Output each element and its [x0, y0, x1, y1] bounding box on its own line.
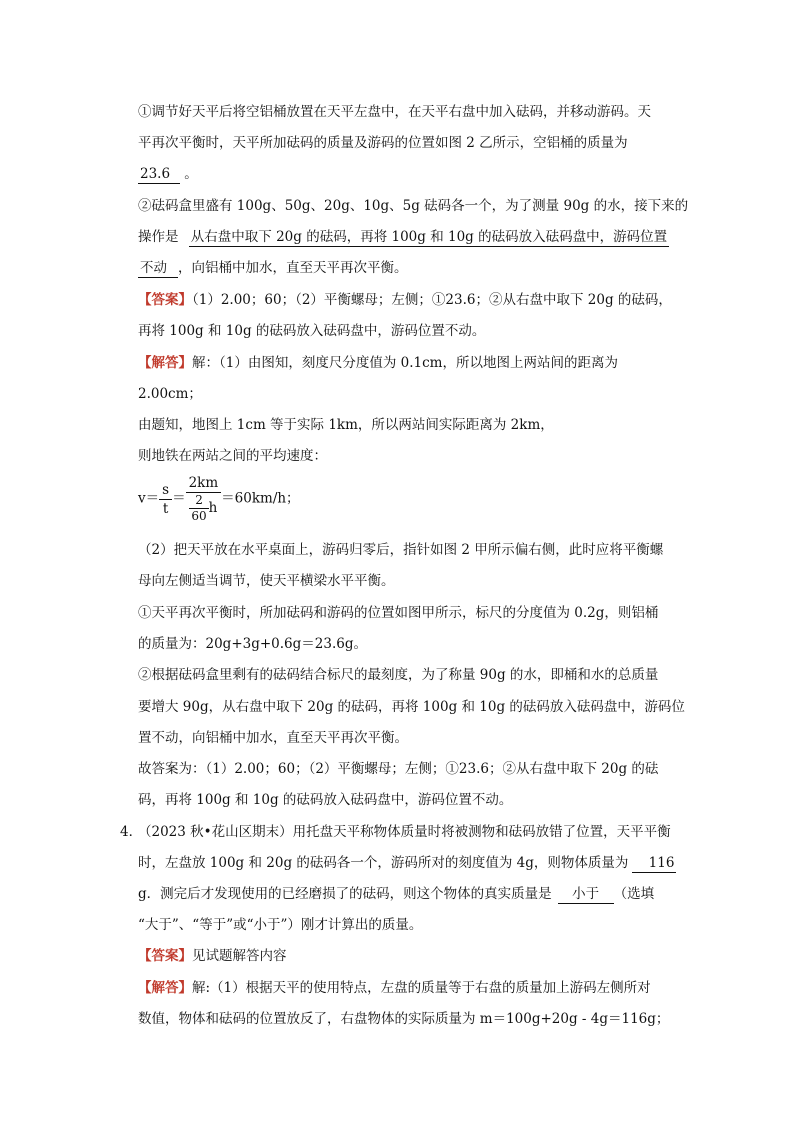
- solution-line4: 则地铁在两站之间的平均速度：: [138, 448, 327, 464]
- formula-time-fraction: [189, 493, 208, 524]
- answer-tag: 【答案】: [138, 292, 192, 308]
- solution-line10: 要增大 90g，从右盘中取下 20g 的砝码，再将 100g 和 10g 的砝码放入砝码盘中，游码位: [138, 699, 685, 715]
- answer-line2: 再将 100g 和 10g 的砝码放入砝码盘中，游码位置不动。: [138, 323, 486, 339]
- step1-line3-end: 。: [184, 166, 198, 182]
- step2-line2: [138, 227, 669, 247]
- formula-s-over-t: [159, 481, 172, 518]
- answer-block-4: [138, 946, 287, 966]
- question4-line2: [138, 853, 676, 873]
- step1-line3: [138, 164, 198, 184]
- answer-blank-mass: 23.6: [138, 165, 180, 184]
- solution4-tag: 【解答】: [138, 980, 192, 996]
- question4-line2-pre: 时，左盘放 100g 和 20g 的砝码各一个，游码所对的刻度值为 4g，则物体质量为: [138, 855, 629, 871]
- question-number: 4．: [120, 824, 143, 840]
- solution-block-4: [138, 978, 651, 998]
- step2-line3: [138, 258, 408, 278]
- question4-line3-post: （选填: [613, 886, 655, 902]
- answer-blank-mass-116: 116: [632, 854, 676, 873]
- solution-line8: 的质量为：20g+3g+0.6g＝23.6g。: [138, 636, 367, 652]
- solution-tag: 【解答】: [138, 355, 192, 371]
- step2-prefix: 操作是: [138, 229, 179, 245]
- question4-line3: [138, 884, 654, 904]
- answer-blank-compare: 小于: [558, 885, 614, 904]
- question4-line3-pre: g．测完后才发现使用的已经磨损了的砝码，则这个物体的真实质量是: [138, 886, 552, 902]
- solution-line13: 码，再将 100g 和 10g 的砝码放入砝码盘中，游码位置不动。: [138, 792, 513, 808]
- speed-formula: [138, 474, 300, 530]
- solution-line9: ②根据砝码盒里剩有的砝码结合标尺的最刻度，为了称量 90g 的水，即桶和水的总质量: [138, 667, 659, 683]
- solution-line7: ①天平再次平衡时，所加砝码和游码的位置如图甲所示，标尺的分度值为 0.2g，则铝桶: [138, 605, 659, 621]
- solution-line12: 故答案为：（1）2.00；60；（2）平衡螺母；左侧；①23.6；②从右盘中取下 20g 的砝: [138, 761, 659, 777]
- formula-time-unit: h: [208, 500, 218, 516]
- answer4-tag: 【答案】: [138, 948, 192, 964]
- solution-line6: 母向左侧适当调节，使天平横梁水平平衡。: [138, 573, 395, 589]
- formula-denominator: [186, 493, 222, 524]
- formula-eq: ＝: [172, 490, 186, 507]
- solution4-line2: 数值，物体和砝码的位置放反了，右盘物体的实际质量为 m＝100g+20g - 4g＝116g；: [138, 1011, 670, 1027]
- formula-result: ＝60km/h；: [221, 490, 300, 507]
- answer-line1: （1）2.00；60；（2）平衡螺母；左侧；①23.6；②从右盘中取下 20g 的砝码，: [192, 292, 672, 308]
- answer4-text: 见试题解答内容: [192, 948, 287, 964]
- step1-line1: ①调节好天平后将空铝桶放置在天平左盘中，在天平右盘中加入砝码，并移动游码。天: [138, 104, 651, 120]
- formula-distance-over-time: [186, 474, 222, 524]
- formula-lhs: v＝: [138, 490, 160, 507]
- solution-line1: 解：（1）由图知，刻度尺分度值为 0.1cm，所以地图上两站间的距离为: [192, 355, 618, 371]
- formula-time-den: 60: [191, 509, 207, 523]
- solution4-line1: 解:（1）根据天平的使用特点，左盘的质量等于右盘的质量加上游码左侧所对: [192, 980, 651, 996]
- question4-line1: （2023 秋•花山区期末）用托盘天平称物体质量时将被测物和砝码放错了位置，天平平衡: [138, 824, 671, 840]
- formula-numerator: 2km: [186, 474, 222, 493]
- solution-line11: 置不动，向铝桶中加水，直至天平再次平衡。: [138, 730, 408, 746]
- question4-line4: “大于”、“等于”或“小于”）刚才计算出的质量。: [138, 917, 423, 933]
- solution-line3: 由题知，地图上 1cm 等于实际 1km，所以两站间实际距离为 2km，: [138, 417, 554, 433]
- formula-time-num: 2: [189, 493, 208, 509]
- step2-line1: ②砝码盒里盛有 100g、50g、20g、10g、5g 砝码各一个，为了测量 90g 的水，接下来的: [138, 198, 689, 214]
- step1-line2: 平再次平衡时，天平所加砝码的质量及游码的位置如图 2 乙所示，空铝桶的质量为: [138, 135, 628, 151]
- formula-t: t: [162, 500, 169, 517]
- step2-line3-post: ，向铝桶中加水，直至天平再次平衡。: [178, 260, 408, 276]
- answer-block-1: [138, 290, 672, 310]
- solution-block-1: [138, 353, 618, 373]
- formula-s: s: [159, 481, 172, 500]
- answer-blank-operation: 从右盘中取下 20g 的砝码，再将 100g 和 10g 的砝码放入砝码盘中，游码位置: [190, 229, 668, 245]
- solution-line5: （2）把天平放在水平桌面上，游码归零后，指针如图 2 甲所示偏右侧，此时应将平衡螺: [138, 542, 664, 558]
- solution-line2: 2.00cm；: [138, 386, 202, 402]
- answer-blank-operation-end: 不动: [138, 259, 178, 278]
